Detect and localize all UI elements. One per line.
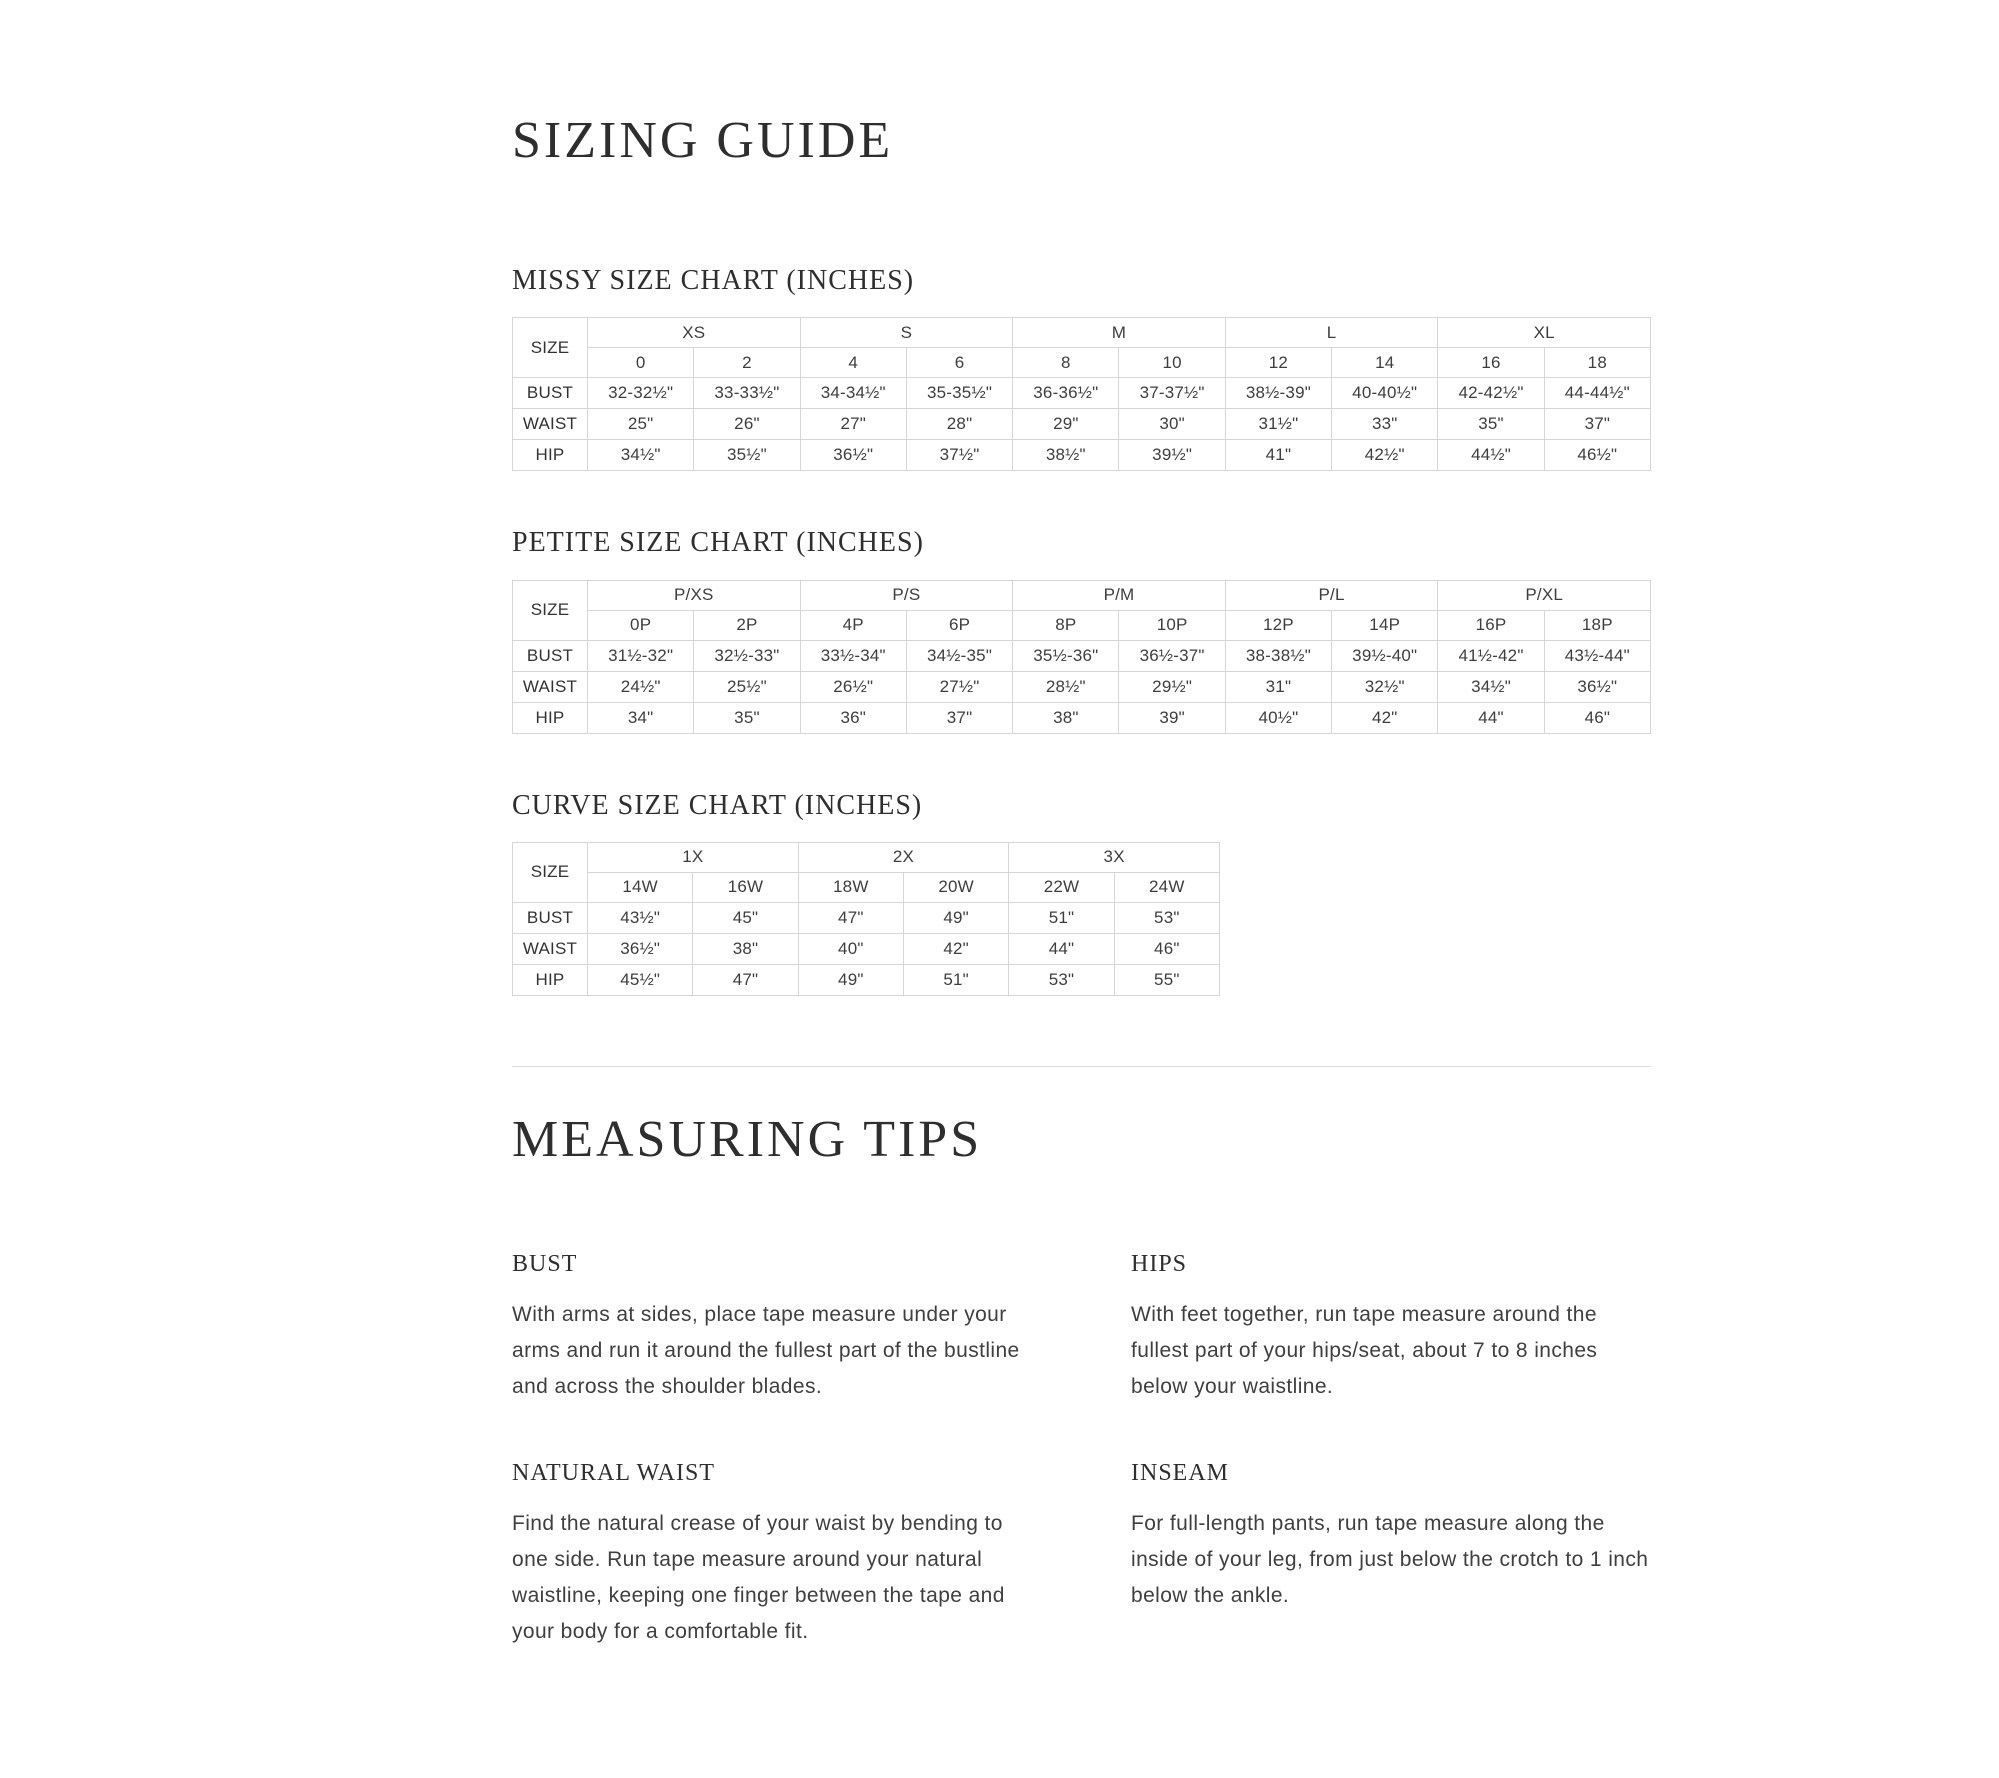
- petite-size-table: [512, 580, 1651, 734]
- measurement-cell: 35½-36": [1013, 640, 1119, 671]
- measurement-cell: 34": [588, 702, 694, 733]
- measurement-cell: 36½": [1544, 671, 1650, 702]
- measurement-cell: 31½": [1225, 409, 1331, 440]
- measurement-cell: 35-35½": [906, 378, 1012, 409]
- measurement-cell: 38": [1013, 702, 1119, 733]
- petite-chart-heading: PETITE SIZE CHART (INCHES): [512, 527, 924, 559]
- size-group-header: L: [1225, 318, 1438, 348]
- curve-chart-heading: CURVE SIZE CHART (INCHES): [512, 789, 923, 821]
- measurement-cell: 27½": [906, 671, 1012, 702]
- measurement-cell: 25½": [694, 671, 800, 702]
- size-group-header: P/XS: [588, 580, 801, 610]
- section-divider: [512, 1066, 1651, 1067]
- size-header-cell: 10P: [1119, 610, 1225, 640]
- measurement-cell: 46½": [1544, 440, 1650, 471]
- size-header-cell: 18: [1544, 348, 1650, 378]
- table-row: [513, 702, 1651, 733]
- measurement-cell: 44": [1009, 933, 1114, 964]
- tip-hips: [1131, 1250, 1651, 1405]
- measurement-cell: 35½": [694, 440, 800, 471]
- size-header-cell: 6: [906, 348, 1012, 378]
- size-header-cell: 10: [1119, 348, 1225, 378]
- measurement-cell: 25": [588, 409, 694, 440]
- measurement-cell: 36½": [588, 933, 693, 964]
- measure-label-cell: WAIST: [513, 933, 588, 964]
- measurement-cell: 44": [1438, 702, 1544, 733]
- measurement-cell: 31½-32": [588, 640, 694, 671]
- size-header-cell: 8: [1013, 348, 1119, 378]
- size-group-header: M: [1013, 318, 1226, 348]
- measurement-cell: 47": [798, 902, 903, 933]
- measuring-tips-grid: [512, 1250, 1651, 1650]
- measurement-cell: 40½": [1225, 702, 1331, 733]
- measurement-cell: 38½-39": [1225, 378, 1331, 409]
- measurement-cell: 46": [1544, 702, 1650, 733]
- measure-label-cell: HIP: [513, 702, 588, 733]
- size-header-cell: 20W: [903, 872, 1008, 902]
- tip-hips-body: With feet together, run tape measure around the fullest part of your hips/seat, about 7 to 8 inches below your waistline.: [1131, 1302, 1598, 1398]
- tip-natural-waist: [512, 1459, 1032, 1650]
- measurement-cell: 45½": [588, 964, 693, 995]
- measurement-cell: 36½": [800, 440, 906, 471]
- size-header-cell: 8P: [1013, 610, 1119, 640]
- measurement-cell: 35": [1438, 409, 1544, 440]
- size-header-cell: 22W: [1009, 872, 1114, 902]
- measurement-cell: 39½": [1119, 440, 1225, 471]
- measurement-cell: 24½": [588, 671, 694, 702]
- measurement-cell: 42": [903, 933, 1008, 964]
- size-label-cell: SIZE: [513, 580, 588, 640]
- size-header-cell: 14W: [588, 872, 693, 902]
- table-row: [513, 440, 1651, 471]
- measurement-cell: 34-34½": [800, 378, 906, 409]
- measurement-cell: 44-44½": [1544, 378, 1650, 409]
- size-group-header: XL: [1438, 318, 1651, 348]
- size-group-header: P/S: [800, 580, 1013, 610]
- size-group-header: 3X: [1009, 842, 1220, 872]
- table-row: [513, 964, 1220, 995]
- measurement-cell: 43½-44": [1544, 640, 1650, 671]
- measurement-cell: 37½": [906, 440, 1012, 471]
- measurement-cell: 29": [1013, 409, 1119, 440]
- measurement-cell: 33-33½": [694, 378, 800, 409]
- measure-label-cell: HIP: [513, 964, 588, 995]
- measurement-cell: 38½": [1013, 440, 1119, 471]
- measurement-cell: 32½": [1332, 671, 1438, 702]
- size-label-cell: SIZE: [513, 842, 588, 902]
- measurement-cell: 42½": [1332, 440, 1438, 471]
- measure-label-cell: BUST: [513, 902, 588, 933]
- measurement-cell: 26": [694, 409, 800, 440]
- measurement-cell: 34½": [1438, 671, 1544, 702]
- measurement-cell: 36": [800, 702, 906, 733]
- measurement-cell: 37": [906, 702, 1012, 733]
- size-group-header: 2X: [798, 842, 1009, 872]
- measurement-cell: 36½-37": [1119, 640, 1225, 671]
- size-header-cell: 16: [1438, 348, 1544, 378]
- measurement-cell: 49": [798, 964, 903, 995]
- measurement-cell: 46": [1114, 933, 1219, 964]
- missy-chart-heading: MISSY SIZE CHART (INCHES): [512, 265, 915, 297]
- measure-label-cell: WAIST: [513, 671, 588, 702]
- measurement-cell: 41": [1225, 440, 1331, 471]
- measurement-cell: 55": [1114, 964, 1219, 995]
- measurement-cell: 26½": [800, 671, 906, 702]
- measurement-cell: 28½": [1013, 671, 1119, 702]
- tip-inseam: [1131, 1459, 1651, 1650]
- size-header-cell: 0P: [588, 610, 694, 640]
- measurement-cell: 37": [1544, 409, 1650, 440]
- size-header-cell: 24W: [1114, 872, 1219, 902]
- measurement-cell: 35": [694, 702, 800, 733]
- measure-label-cell: HIP: [513, 440, 588, 471]
- measurement-cell: 45": [693, 902, 798, 933]
- measurement-cell: 29½": [1119, 671, 1225, 702]
- measurement-cell: 33": [1332, 409, 1438, 440]
- measurement-cell: 47": [693, 964, 798, 995]
- size-header-cell: 0: [588, 348, 694, 378]
- size-header-cell: 2P: [694, 610, 800, 640]
- measurement-cell: 39½-40": [1332, 640, 1438, 671]
- tip-bust-heading: BUST: [512, 1250, 578, 1277]
- size-group-header: XS: [588, 318, 801, 348]
- measurement-cell: 41½-42": [1438, 640, 1544, 671]
- measurement-cell: 53": [1009, 964, 1114, 995]
- measurement-cell: 37-37½": [1119, 378, 1225, 409]
- tip-natural-waist-heading: NATURAL WAIST: [512, 1459, 715, 1486]
- size-group-header: 1X: [588, 842, 799, 872]
- size-header-cell: 2: [694, 348, 800, 378]
- tip-bust: [512, 1250, 1032, 1405]
- measurement-cell: 33½-34": [800, 640, 906, 671]
- size-header-cell: 12: [1225, 348, 1331, 378]
- size-header-cell: 14: [1332, 348, 1438, 378]
- measurement-cell: 40-40½": [1332, 378, 1438, 409]
- size-header-cell: 12P: [1225, 610, 1331, 640]
- measurement-cell: 28": [906, 409, 1012, 440]
- size-label-cell: SIZE: [513, 318, 588, 378]
- table-row: [513, 933, 1220, 964]
- measurement-cell: 31": [1225, 671, 1331, 702]
- measurement-cell: 38": [693, 933, 798, 964]
- measure-label-cell: WAIST: [513, 409, 588, 440]
- measurement-cell: 36-36½": [1013, 378, 1119, 409]
- size-header-cell: 6P: [906, 610, 1012, 640]
- tip-inseam-heading: INSEAM: [1131, 1459, 1230, 1486]
- measurement-cell: 32½-33": [694, 640, 800, 671]
- size-header-cell: 4P: [800, 610, 906, 640]
- tip-hips-heading: HIPS: [1131, 1250, 1188, 1277]
- measurement-cell: 30": [1119, 409, 1225, 440]
- size-header-cell: 18W: [798, 872, 903, 902]
- measurement-cell: 51": [903, 964, 1008, 995]
- measurement-cell: 42": [1332, 702, 1438, 733]
- measurement-cell: 38-38½": [1225, 640, 1331, 671]
- size-header-cell: 18P: [1544, 610, 1650, 640]
- table-row: [513, 902, 1220, 933]
- measurement-cell: 44½": [1438, 440, 1544, 471]
- size-header-cell: 16P: [1438, 610, 1544, 640]
- table-row: [513, 378, 1651, 409]
- measurement-cell: 42-42½": [1438, 378, 1544, 409]
- table-row: [513, 671, 1651, 702]
- measurement-cell: 39": [1119, 702, 1225, 733]
- tip-natural-waist-body: Find the natural crease of your waist by bending to one side. Run tape measure around your natural waistline, keeping one finger between the tape and your body for a comfortable fit.: [512, 1511, 1005, 1643]
- size-group-header: S: [800, 318, 1013, 348]
- measurement-cell: 34½": [588, 440, 694, 471]
- measurement-cell: 27": [800, 409, 906, 440]
- size-header-cell: 4: [800, 348, 906, 378]
- size-header-cell: 16W: [693, 872, 798, 902]
- table-row: [513, 409, 1651, 440]
- measurement-cell: 43½": [588, 902, 693, 933]
- missy-size-table: [512, 317, 1651, 471]
- measurement-cell: 32-32½": [588, 378, 694, 409]
- measure-label-cell: BUST: [513, 378, 588, 409]
- measuring-tips-title: MEASURING TIPS: [512, 1110, 983, 1168]
- tip-inseam-body: For full-length pants, run tape measure along the inside of your leg, from just below the crotch to 1 inch below the ankle.: [1131, 1511, 1649, 1607]
- size-header-cell: 14P: [1332, 610, 1438, 640]
- tip-bust-body: With arms at sides, place tape measure under your arms and run it around the fullest part of the bustline and across the shoulder blades.: [512, 1302, 1020, 1398]
- measurement-cell: 40": [798, 933, 903, 964]
- size-group-header: P/XL: [1438, 580, 1651, 610]
- page-title: SIZING GUIDE: [512, 112, 894, 169]
- size-group-header: P/M: [1013, 580, 1226, 610]
- measurement-cell: 51": [1009, 902, 1114, 933]
- table-row: [513, 640, 1651, 671]
- measurement-cell: 49": [903, 902, 1008, 933]
- size-group-header: P/L: [1225, 580, 1438, 610]
- measure-label-cell: BUST: [513, 640, 588, 671]
- measurement-cell: 34½-35": [906, 640, 1012, 671]
- curve-size-table: [512, 842, 1220, 996]
- measurement-cell: 53": [1114, 902, 1219, 933]
